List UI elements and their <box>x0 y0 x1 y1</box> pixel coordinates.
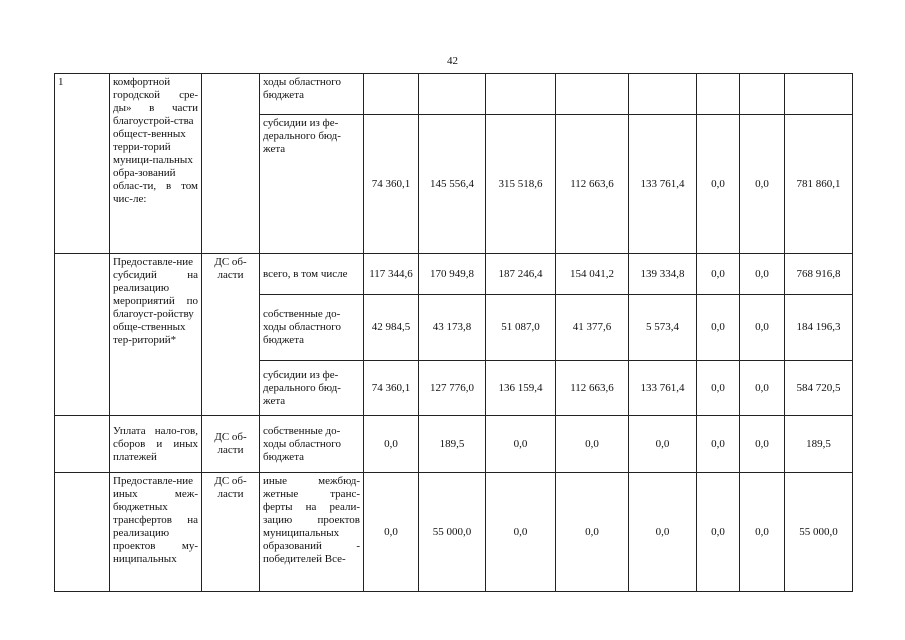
value-cell: 0,0 <box>740 295 785 361</box>
value-cell <box>556 74 629 115</box>
value-cell: 0,0 <box>740 473 785 592</box>
value-cell <box>486 74 556 115</box>
value-cell: 189,5 <box>419 416 486 473</box>
value-cell: 0,0 <box>697 254 740 295</box>
value-cell: 0,0 <box>629 473 697 592</box>
table-row <box>55 416 853 473</box>
value-cell: 0,0 <box>740 416 785 473</box>
value-cell: 55 000,0 <box>419 473 486 592</box>
funding-source: собственные до-ходы областного бюджета <box>260 295 364 361</box>
value-cell: 112 663,6 <box>556 115 629 254</box>
value-cell: 0,0 <box>364 416 419 473</box>
measure-name: Предоставле-ние иных меж-бюджетных трансфертов на реализацию проектов му-ниципальных <box>110 473 202 592</box>
row-index: 1 <box>55 74 110 254</box>
budget-table <box>54 73 853 592</box>
value-cell <box>697 74 740 115</box>
value-cell: 117 344,6 <box>364 254 419 295</box>
value-cell <box>740 74 785 115</box>
value-cell: 74 360,1 <box>364 361 419 416</box>
value-cell: 0,0 <box>629 416 697 473</box>
row-index <box>55 473 110 592</box>
value-cell: 51 087,0 <box>486 295 556 361</box>
table-row <box>55 74 853 115</box>
value-cell: 127 776,0 <box>419 361 486 416</box>
executor-cell: ДС об-ласти <box>202 416 260 473</box>
value-cell: 0,0 <box>486 416 556 473</box>
value-cell <box>785 74 853 115</box>
value-cell: 0,0 <box>740 361 785 416</box>
value-cell: 189,5 <box>785 416 853 473</box>
value-cell: 187 246,4 <box>486 254 556 295</box>
value-cell <box>629 74 697 115</box>
page-number: 42 <box>447 55 458 67</box>
value-cell: 0,0 <box>697 473 740 592</box>
value-cell: 781 860,1 <box>785 115 853 254</box>
measure-name: комфортной городской сре-ды» в части благоустрой-ства общест-венных терри-торий муници-пальных обра-зований облас-ти, в том чис-ле: <box>110 74 202 254</box>
funding-source: иные межбюд-жетные транс-ферты на реали-зацию проектов муниципальных образований - победителей Все- <box>260 473 364 592</box>
value-cell: 0,0 <box>486 473 556 592</box>
value-cell: 5 573,4 <box>629 295 697 361</box>
executor-cell: ДС об-ласти <box>202 254 260 416</box>
value-cell: 0,0 <box>697 295 740 361</box>
value-cell: 0,0 <box>697 115 740 254</box>
funding-source: субсидии из фе-дерального бюд-жета <box>260 115 364 254</box>
value-cell: 133 761,4 <box>629 115 697 254</box>
value-cell: 0,0 <box>556 473 629 592</box>
value-cell: 0,0 <box>697 416 740 473</box>
funding-source: ходы областного бюджета <box>260 74 364 115</box>
value-cell: 42 984,5 <box>364 295 419 361</box>
row-index <box>55 254 110 416</box>
value-cell: 43 173,8 <box>419 295 486 361</box>
value-cell: 55 000,0 <box>785 473 853 592</box>
value-cell: 0,0 <box>740 115 785 254</box>
value-cell: 133 761,4 <box>629 361 697 416</box>
executor-cell: ДС об-ласти <box>202 473 260 592</box>
value-cell <box>364 74 419 115</box>
row-index <box>55 416 110 473</box>
funding-source: субсидии из фе-дерального бюд-жета <box>260 361 364 416</box>
measure-name: Уплата нало-гов, сборов и иных платежей <box>110 416 202 473</box>
value-cell: 584 720,5 <box>785 361 853 416</box>
value-cell <box>419 74 486 115</box>
funding-source: собственные до-ходы областного бюджета <box>260 416 364 473</box>
value-cell: 154 041,2 <box>556 254 629 295</box>
value-cell: 136 159,4 <box>486 361 556 416</box>
value-cell: 145 556,4 <box>419 115 486 254</box>
value-cell: 184 196,3 <box>785 295 853 361</box>
value-cell: 41 377,6 <box>556 295 629 361</box>
value-cell: 0,0 <box>740 254 785 295</box>
value-cell: 139 334,8 <box>629 254 697 295</box>
value-cell: 74 360,1 <box>364 115 419 254</box>
value-cell: 0,0 <box>364 473 419 592</box>
value-cell: 0,0 <box>556 416 629 473</box>
funding-source: всего, в том числе <box>260 254 364 295</box>
table-row <box>55 254 853 295</box>
value-cell: 768 916,8 <box>785 254 853 295</box>
table-row <box>55 473 853 592</box>
value-cell: 112 663,6 <box>556 361 629 416</box>
value-cell: 0,0 <box>697 361 740 416</box>
executor-cell <box>202 74 260 254</box>
value-cell: 315 518,6 <box>486 115 556 254</box>
measure-name: Предоставле-ние субсидий на реализацию мероприятий по благоуст-ройству обще-ственных тер-риторий* <box>110 254 202 416</box>
value-cell: 170 949,8 <box>419 254 486 295</box>
